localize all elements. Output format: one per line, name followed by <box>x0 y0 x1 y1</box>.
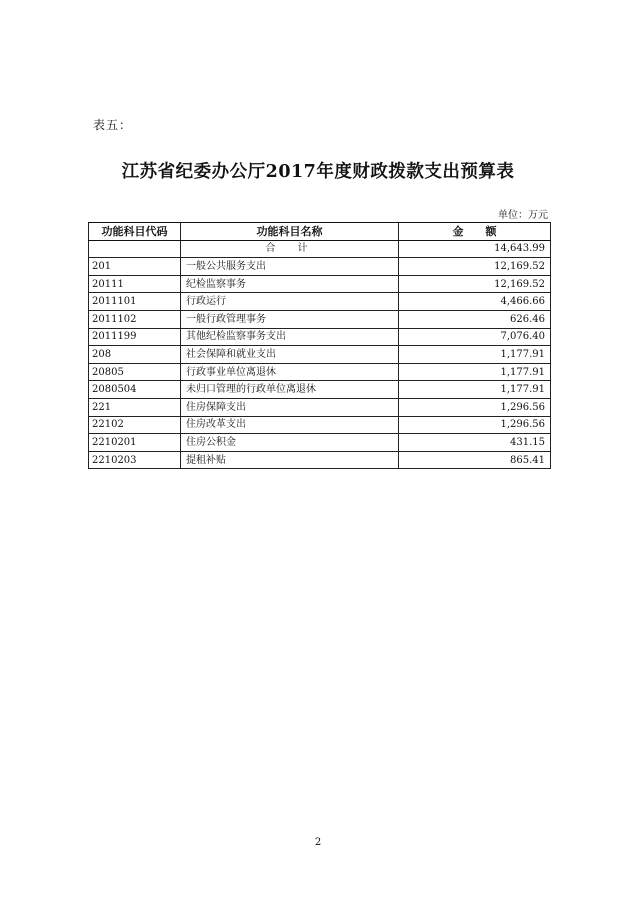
row-code: 20111 <box>89 275 181 293</box>
row-amount: 1,296.56 <box>399 416 551 434</box>
row-name: 未归口管理的行政单位离退休 <box>181 381 399 399</box>
row-amount: 1,177.91 <box>399 363 551 381</box>
table-row <box>89 451 551 469</box>
table-row <box>89 398 551 416</box>
row-amount: 12,169.52 <box>399 258 551 276</box>
unit-label: 单位：万元 <box>498 210 548 221</box>
row-amount: 12,169.52 <box>399 275 551 293</box>
row-name: 住房保障支出 <box>181 398 399 416</box>
row-code: 208 <box>89 346 181 364</box>
row-code: 2011101 <box>89 293 181 311</box>
total-label: 合 计 <box>181 240 399 258</box>
table-row <box>89 416 551 434</box>
row-amount: 1,177.91 <box>399 381 551 399</box>
row-code: 201 <box>89 258 181 276</box>
budget-table <box>88 222 551 469</box>
table-row <box>89 434 551 452</box>
header-name: 功能科目名称 <box>181 223 399 241</box>
row-amount: 4,466.66 <box>399 293 551 311</box>
row-name: 社会保障和就业支出 <box>181 346 399 364</box>
row-name: 其他纪检监察事务支出 <box>181 328 399 346</box>
table-label: 表五： <box>93 118 133 132</box>
row-amount: 1,177.91 <box>399 346 551 364</box>
row-code: 2210201 <box>89 434 181 452</box>
row-code: 221 <box>89 398 181 416</box>
table-row <box>89 363 551 381</box>
table-header-row <box>89 223 551 241</box>
table-row <box>89 275 551 293</box>
row-name: 住房公积金 <box>181 434 399 452</box>
table-row <box>89 328 551 346</box>
row-name: 行政事业单位离退休 <box>181 363 399 381</box>
row-name: 一般公共服务支出 <box>181 258 399 276</box>
row-code: 2011199 <box>89 328 181 346</box>
table-row <box>89 381 551 399</box>
total-amount: 14,643.99 <box>399 240 551 258</box>
total-row <box>89 240 551 258</box>
row-name: 纪检监察事务 <box>181 275 399 293</box>
row-code: 2210203 <box>89 451 181 469</box>
row-name: 住房改革支出 <box>181 416 399 434</box>
row-code: 20805 <box>89 363 181 381</box>
row-name: 提租补贴 <box>181 451 399 469</box>
row-amount: 7,076.40 <box>399 328 551 346</box>
document-title: 江苏省纪委办公厅2017年度财政拨款支出预算表 <box>121 162 515 182</box>
row-amount: 626.46 <box>399 310 551 328</box>
row-code: 2080504 <box>89 381 181 399</box>
row-amount: 865.41 <box>399 451 551 469</box>
table-row <box>89 293 551 311</box>
row-name: 行政运行 <box>181 293 399 311</box>
page-number: 2 <box>314 837 322 848</box>
row-code: 2011102 <box>89 310 181 328</box>
row-amount: 1,296.56 <box>399 398 551 416</box>
row-code: 22102 <box>89 416 181 434</box>
total-code <box>89 240 181 258</box>
row-amount: 431.15 <box>399 434 551 452</box>
header-amount: 金 额 <box>399 223 551 241</box>
header-code: 功能科目代码 <box>89 223 181 241</box>
table-row <box>89 310 551 328</box>
row-name: 一般行政管理事务 <box>181 310 399 328</box>
table-row <box>89 346 551 364</box>
table-row <box>89 258 551 276</box>
